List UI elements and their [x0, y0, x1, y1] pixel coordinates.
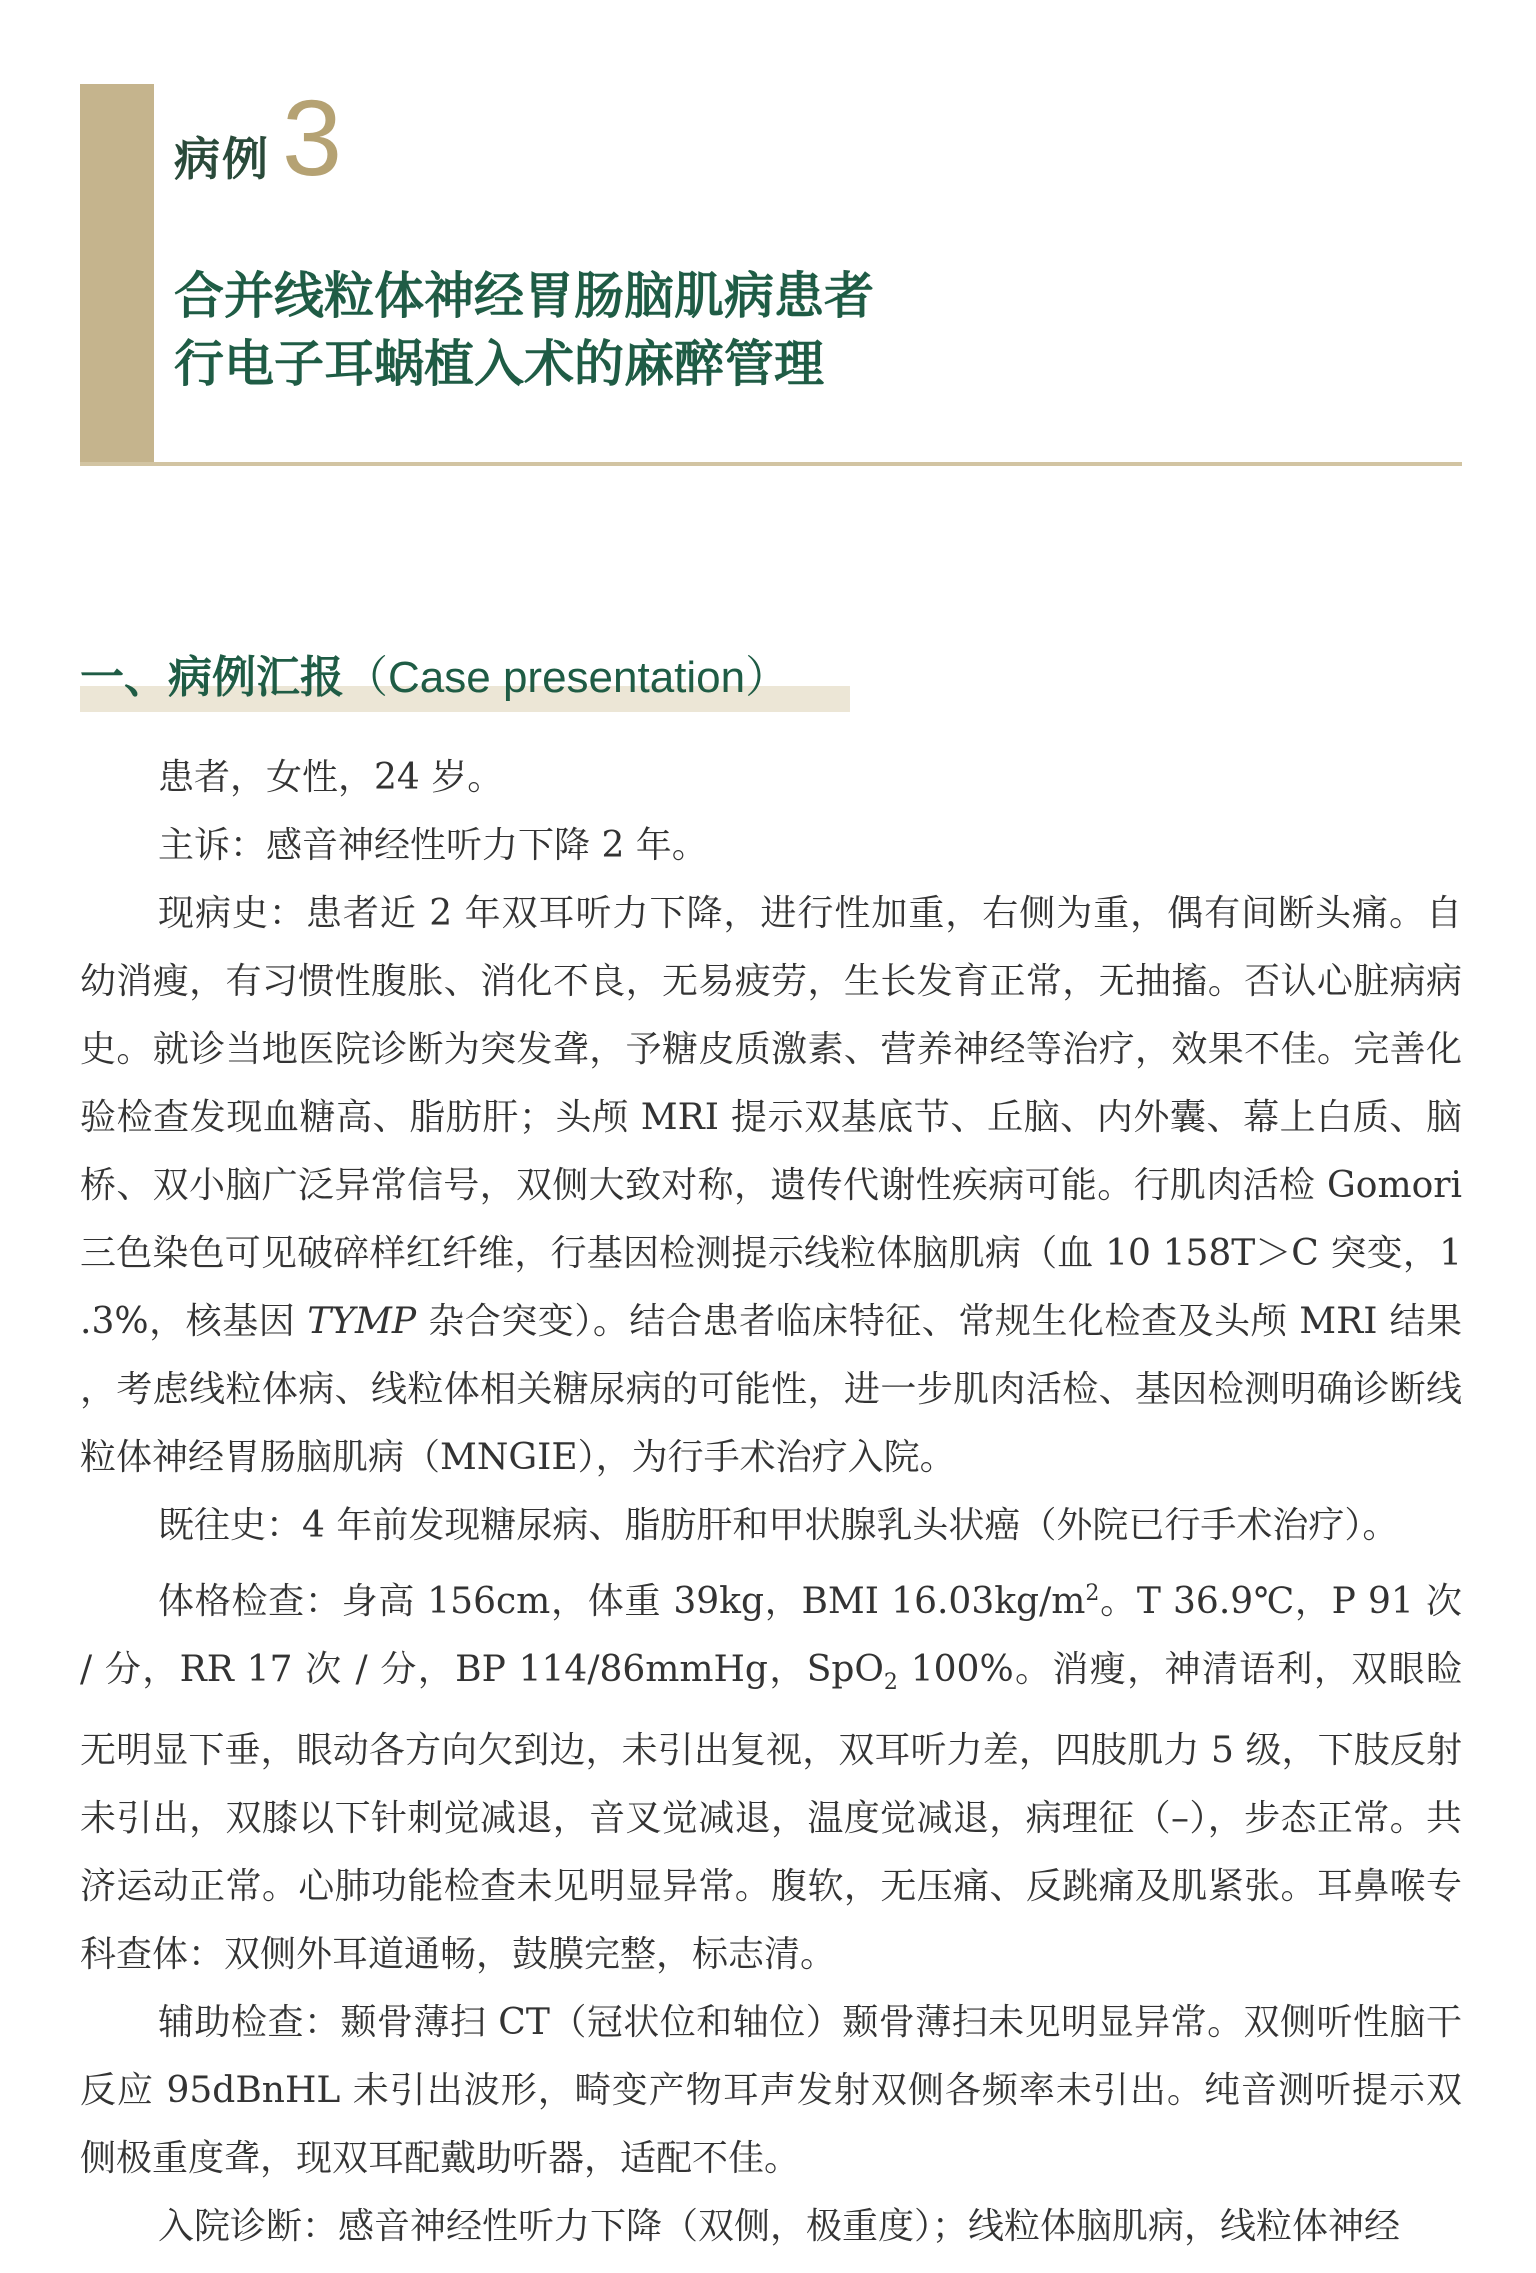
case-word: 病例 [174, 132, 270, 186]
section-heading-cn: 一、病例汇报 [80, 652, 344, 703]
header-accent-bar [80, 84, 154, 466]
paragraph-past-history: 既往史：4 年前发现糖尿病、脂肪肝和甲状腺乳头状癌（外院已行手术治疗）。 [158, 1505, 1399, 1546]
paragraph-patient: 患者，女性，24 岁。 [158, 757, 504, 798]
section-heading [80, 648, 850, 712]
title-line-2: 行电子耳蜗植入术的麻醉管理 [174, 335, 824, 393]
body-text [80, 744, 1462, 2261]
paragraph-auxiliary-exam: 辅助检查：颞骨薄扫 CT（冠状位和轴位）颞骨薄扫未见明显异常。双侧听性脑干反应 95dBnHL 未引出波形，畸变产物耳声发射双侧各频率未引出。纯音测听提示双侧极重度聋，现双耳配戴助听器，适配不佳。 [80, 2002, 1462, 2180]
section-heading-en: （Case presentation） [344, 653, 790, 702]
paragraph-present-history: 现病史：患者近 2 年双耳听力下降，进行性加重，右侧为重，偶有间断头痛。自幼消瘦，有习惯性腹胀、消化不良，无易疲劳，生长发育正常，无抽搐。否认心脏病病史。就诊当地医院诊断为突发聋，予糖皮质激素、营养神经等治疗，效果不佳。完善化验检查发现血糖高、脂肪肝；头颅 MRI 提示双基底节、丘脑、内外囊、幕上白质、脑桥、双小脑广泛异常信号，双侧大致对称，遗传代谢性疾病可能。行肌肉活检 Gomori 三色染色可见破碎样红纤维，行基因检测提示线粒体脑肌病（血 10 158T＞C 突变，1.3%，核基因 TYMP 杂合突变）。结合患者临床特征、常规生化检查及头颅 MRI 结果，考虑线粒体病、线粒体相关糖尿病的可能性，进一步肌肉活检、基因检测明确诊断线粒体神经胃肠脑肌病（MNGIE），为行手术治疗入院。 [80, 893, 1462, 1478]
paragraph-chief-complaint: 主诉：感音神经性听力下降 2 年。 [158, 825, 708, 866]
header-divider [80, 462, 1462, 466]
paragraph-physical-exam: 体格检查：身高 156cm，体重 39kg，BMI $16.03kg/m^2$。T 36.9℃，P 91 次 / 分，RR 17 次 / 分，BP 114/86mmHg，SpO$_2$ 100%。消瘦，神清语利，双眼睑无明显下垂，眼动各方向欠到边，未引出复视，双耳听力差，四肢肌力 5 级，下肢反射未引出，双膝以下针刺觉减退，音叉觉减退，温度觉减退，病理征（–），步态正常。共济运动正常。心肺功能检查未见明显异常。腹软，无压痛、反跳痛及肌紧张。耳鼻喉专科查体：双侧外耳道通畅，鼓膜完整，标志清。 [80, 1581, 1462, 1976]
paragraph-admission-diagnosis: 入院诊断：感音神经性听力下降（双侧，极重度）；线粒体脑肌病，线粒体神经 [158, 2206, 1401, 2248]
case-label [174, 77, 343, 198]
page-title [174, 262, 1374, 398]
case-number: 3 [282, 77, 343, 198]
title-line-1: 合并线粒体神经胃肠脑肌病患者 [174, 267, 874, 325]
gene-name: TYMP [307, 1301, 417, 1342]
